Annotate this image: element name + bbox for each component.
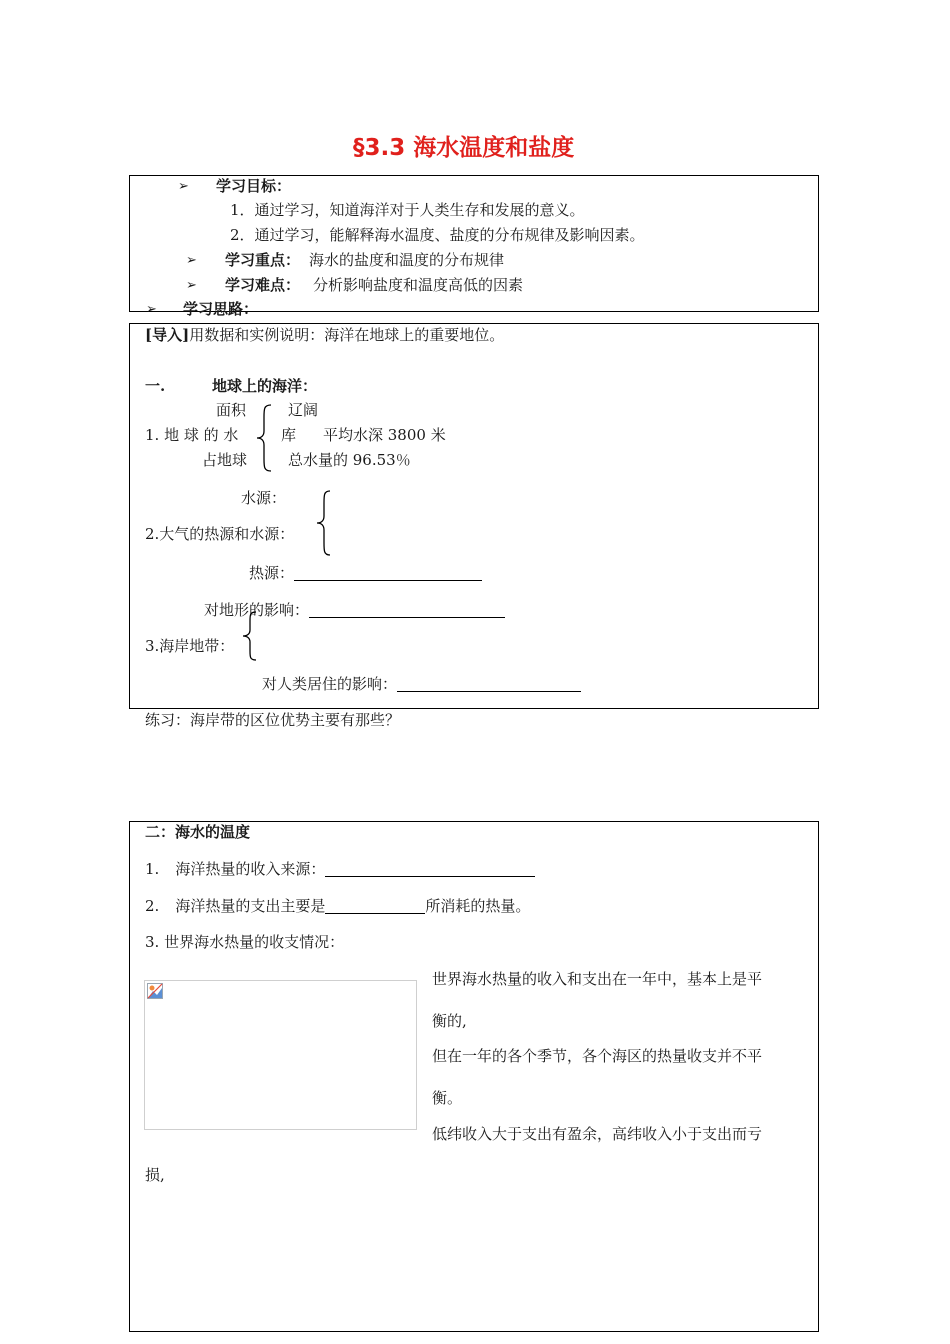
- item-3-human-line: [262, 676, 581, 692]
- goals-heading: 学习目标：: [216, 177, 292, 195]
- question-2-text-b: 所消耗的热量。: [425, 897, 531, 915]
- section-1-heading: 地球上的海洋：: [212, 377, 318, 395]
- bullet-arrow-icon: ➢: [186, 278, 197, 293]
- bullet-arrow-icon: ➢: [186, 253, 197, 268]
- intro-line: [145, 328, 504, 343]
- left-brace-icon: [241, 610, 259, 662]
- item-2-heat-line: [249, 565, 482, 581]
- item-3-human-label: 对人类居住的影响：: [262, 675, 398, 693]
- heat-blank[interactable]: [294, 565, 482, 581]
- question-1-number: 1.: [145, 860, 160, 878]
- goal-item: 1．通过学习，知道海洋对于人类生存和发展的意义。: [230, 201, 585, 219]
- goal-item: 2．通过学习，能解释海水温度、盐度的分布规律及影响因素。: [230, 226, 645, 244]
- item-1-right-mid-a: 库: [281, 426, 297, 444]
- bullet-arrow-icon: ➢: [178, 179, 189, 194]
- left-brace-icon: [314, 489, 334, 557]
- broken-image-icon: [147, 983, 163, 999]
- question-3: 3. 世界海水热量的收支情况：: [145, 933, 345, 951]
- difficulty-label: 学习难点：: [225, 276, 301, 294]
- paragraph-line: 损,: [145, 1166, 165, 1184]
- paragraph-line: 衡。: [432, 1089, 463, 1107]
- heat-income-blank[interactable]: [325, 861, 535, 877]
- paragraph-line: 衡的,: [432, 1012, 467, 1030]
- page-title: §3.3 海水温度和盐度: [353, 135, 575, 161]
- item-1-label: 1. 地 球 的 水: [145, 426, 239, 444]
- item-1-left-bottom: 占地球: [202, 451, 248, 469]
- paragraph-line: 世界海水热量的收入和支出在一年中，基本上是平: [432, 970, 763, 988]
- key-point-label: 学习重点：: [225, 251, 301, 269]
- difficulty-text: 分析影响盐度和温度高低的因素: [313, 276, 524, 294]
- paragraph-line: 低纬收入大于支出有盈余，高纬收入小于支出而亏: [432, 1125, 763, 1143]
- item-3-terrain-label: 对地形的影响：: [204, 601, 310, 619]
- question-2-line: [145, 898, 530, 914]
- heat-expense-blank[interactable]: [325, 898, 425, 914]
- item-1-right-mid-b: 平均水深 3800 米: [323, 426, 446, 444]
- item-2-label: 2.大气的热源和水源：: [145, 525, 295, 543]
- question-1-text: 海洋热量的收入来源：: [175, 860, 326, 878]
- section-2-heading: 二：海水的温度: [145, 823, 251, 841]
- heat-balance-image: [144, 980, 417, 1130]
- item-1-right-top: 辽阔: [288, 401, 319, 419]
- item-1-right-bottom: 总水量的 96.53％: [288, 451, 411, 469]
- section-1-number: 一.: [145, 377, 166, 395]
- key-point-text: 海水的盐度和温度的分布规律: [309, 251, 505, 269]
- item-2-heat-label: 热源：: [249, 564, 295, 582]
- practice-question: 练习：海岸带的区位优势主要有那些？: [145, 711, 401, 729]
- question-1-line: [145, 861, 535, 877]
- bullet-arrow-icon: ➢: [146, 302, 157, 317]
- item-1-left-top: 面积: [216, 401, 247, 419]
- paragraph-line: 但在一年的各个季节，各个海区的热量收支并不平: [432, 1047, 763, 1065]
- terrain-blank[interactable]: [309, 602, 505, 618]
- item-2-water-label: 水源：: [241, 489, 287, 507]
- left-brace-icon: [255, 403, 275, 473]
- human-blank[interactable]: [397, 676, 581, 692]
- item-3-label: 3.海岸地带：: [145, 637, 235, 655]
- question-2-number: 2.: [145, 897, 160, 915]
- thinking-label: 学习思路：: [183, 300, 259, 318]
- intro-tag: [导入]: [145, 326, 190, 344]
- intro-text: 用数据和实例说明：海洋在地球上的重要地位。: [189, 326, 505, 344]
- question-2-text-a: 海洋热量的支出主要是: [175, 897, 326, 915]
